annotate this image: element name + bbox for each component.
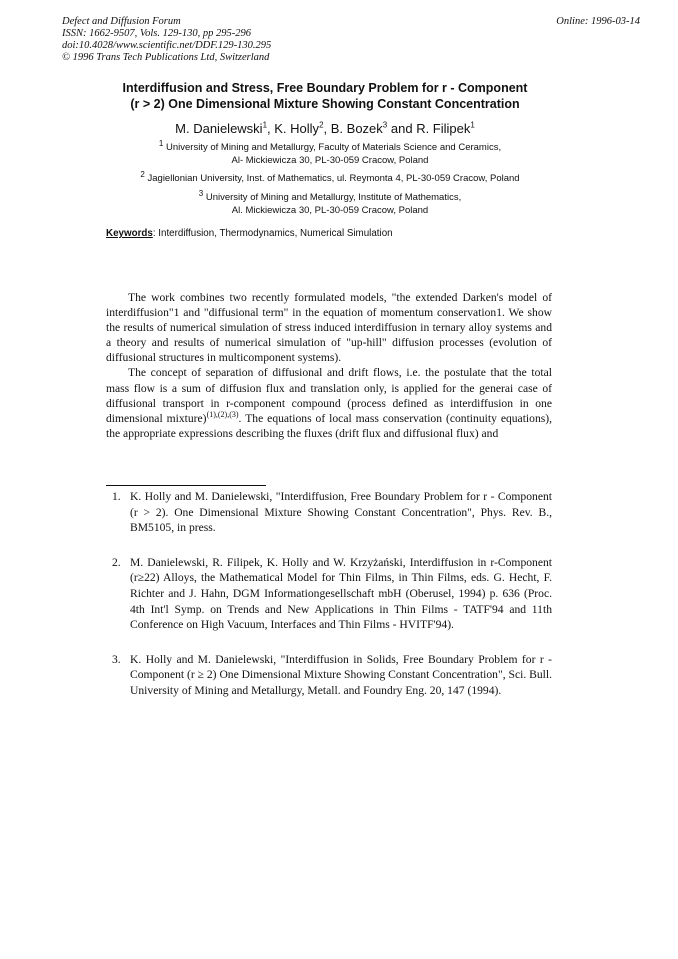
keywords bbox=[106, 228, 393, 239]
affiliation-line: Al- Mickiewicza 30, PL-30-059 Cracow, Poland bbox=[231, 155, 429, 166]
affiliation-line: Al. Mickiewicza 30, PL-30-059 Cracow, Poland bbox=[231, 205, 429, 216]
reference-number: 3. bbox=[112, 652, 121, 666]
affiliation-sup: 2 bbox=[140, 169, 145, 179]
affiliation-line: University of Mining and Metallurgy, Faculty of Materials Science and Ceramics, bbox=[166, 142, 502, 153]
author-affil-sup: 2 bbox=[319, 120, 324, 130]
author-name: R. Filipek bbox=[416, 121, 471, 136]
paragraph-2-text: . The equations of local mass conservation (continuity equations), the appropriate expressions describing the fluxes (drift flux and diffusional flux) and bbox=[106, 411, 553, 440]
reference-text: K. Holly and M. Danielewski, "Interdiffusion in Solids, Free Boundary Problem for r - Component (r ≥ 2) One Dimensional Mixture Showing Constant Concentration", Sci. Bull. University of Mining and Metallurgy, Metall. and Foundry Eng. 20, 147 (1994). bbox=[130, 652, 552, 697]
author-name: B. Bozek bbox=[330, 121, 383, 136]
affiliation-1 bbox=[80, 138, 580, 167]
reference-number: 2. bbox=[112, 555, 121, 569]
reference-list bbox=[106, 489, 552, 718]
reference-number: 1. bbox=[112, 490, 121, 503]
keywords-label: Keywords bbox=[106, 228, 153, 239]
affiliation-line: University of Mining and Metallurgy, Institute of Mathematics, bbox=[205, 192, 462, 203]
citation-sup[interactable]: (1),(2),(3) bbox=[206, 409, 239, 419]
affiliation-sup: 3 bbox=[198, 188, 204, 198]
affiliation-2 bbox=[80, 169, 580, 185]
author-name: K. Holly bbox=[274, 121, 320, 136]
paragraph-2-text: The concept of separation of diffusional and drift flows, i.e. the postulate that the total mass flow is a sum of diffusion flux and translation only, is applied for the generai case of diffusional transport in r-component compound (process defined as interdiffusion in one dimensional mixture) bbox=[106, 366, 552, 425]
reference-text: M. Danielewski, R. Filipek, K. Holly and W. Krzyżański, Interdiffusion in r-Component (r≥22) Alloys, the Mathematical Model for Thin Films, in Thin Films, eds. G. Hecht, F. Richter and J. Hahn, DGM Informationgesellschaft mbH (Oberusel, 1994) p. 636 (Proc. 4th Int'l Symp. on Trends and New Applications in Thin Films - TATF'94 and 11th Conference on High Vacuum, Interfaces and Thin Films - HVITF'94). bbox=[130, 555, 552, 632]
keywords-text: : Interdiffusion, Thermodynamics, Numerical Simulation bbox=[152, 228, 393, 239]
paragraph-2 bbox=[106, 365, 552, 440]
paper-title bbox=[90, 80, 560, 112]
author-name: M. Danielewski bbox=[175, 121, 263, 136]
copyright-line: © 1996 Trans Tech Publications Ltd, Switzerland bbox=[62, 52, 270, 63]
reference-item bbox=[106, 555, 552, 633]
title-line-1: Interdiffusion and Stress, Free Boundary Problem for r - Component bbox=[122, 81, 528, 95]
publication-info bbox=[62, 16, 271, 64]
reference-text: K. Holly and M. Danielewski, "Interdiffusion, Free Boundary Problem for r - Component (r > 2). One Dimensional Mixture Showing Constant Concentration", Phys. Rev. B., BM5105, in press. bbox=[130, 490, 552, 535]
footnote-divider bbox=[106, 485, 266, 486]
author-list: M. Danielewski$^1$, K. Holly$^2$, B. Bozek$^3$ and R. Filipek$^1$ bbox=[175, 120, 475, 136]
author-affil-sup: 1 bbox=[262, 120, 268, 130]
reference-item bbox=[106, 489, 552, 536]
affiliation-line: Jagiellonian University, Inst. of Mathematics, ul. Reymonta 4, PL-30-059 Cracow, Poland bbox=[147, 173, 520, 184]
affiliation-3 bbox=[80, 188, 580, 217]
paragraph-1: The work combines two recently formulated models, "the extended Darken's model of interdiffusion"1 and "diffusional term" in the equation of momentum conservation1. We show the results of numerical simulation of stress induced interdiffusion in ternary alloy systems and a theory and results of numerical simulation of "up-hill" diffusion processes (evolution of diffusional structures in multicomponent systems). bbox=[106, 291, 552, 365]
journal-name: Defect and Diffusion Forum bbox=[62, 16, 181, 27]
title-line-2: (r > 2) One Dimensional Mixture Showing Constant Concentration bbox=[130, 97, 520, 111]
reference-item bbox=[106, 652, 552, 699]
issn-line: ISSN: 1662-9507, Vols. 129-130, pp 295-296 bbox=[62, 28, 251, 39]
affiliation-sup: 1 bbox=[158, 138, 164, 148]
body-text bbox=[106, 290, 552, 441]
author-affil-sup: 1 bbox=[470, 120, 475, 130]
doi-line[interactable]: doi:10.4028/www.scientific.net/DDF.129-130.295 bbox=[62, 40, 272, 51]
author-affil-sup: 3 bbox=[382, 120, 388, 130]
author-conjunction: and bbox=[390, 121, 413, 136]
online-date: Online: 1996-03-14 bbox=[556, 16, 640, 27]
